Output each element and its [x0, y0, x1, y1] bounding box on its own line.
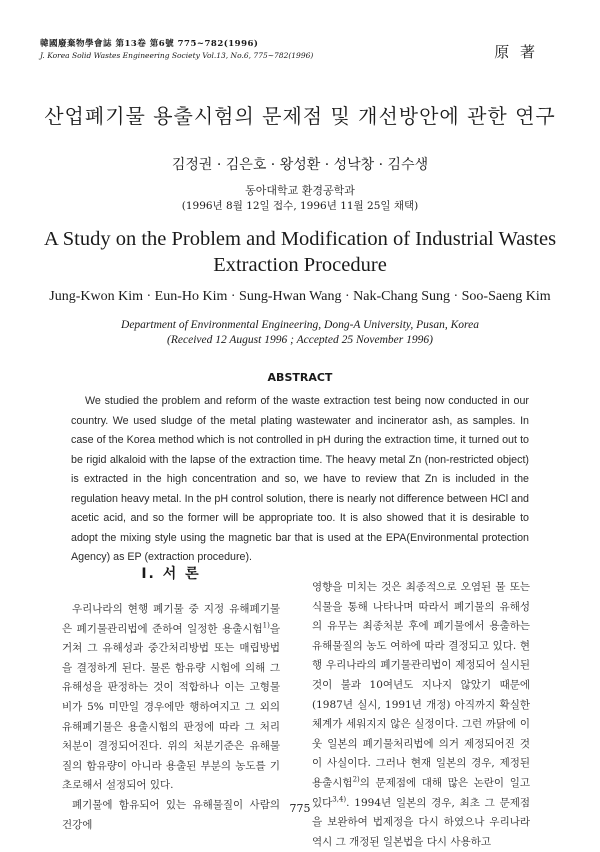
body-text: 우리나라의 현행 폐기물 중 지정 유해폐기물은 폐기물관리법에 준하여 일정한 용출시험 — [62, 603, 280, 635]
body-text: 폐기물에 함유되어 있는 유해물질이 사람의 건강에 — [62, 798, 280, 831]
body-text: 을 거쳐 그 유해성과 중간처리방법 또는 매립방법을 결정하게 된다. 물론 함유량 시험에 의해 그 유해성을 판정하는 것이 적합하나 이는 고형물 비가 5% 미만일 경우에만 행하여지고 그 외의 유해폐기물은 용출시험의 판정에 따라 그 처리 처분이 결정되어진다. 위의 처분기준은 유해물질의 함유량이 아니라 용출된 부분의 농도를 기초로해서 설정되어 있다. — [62, 622, 280, 792]
affiliation-english-block — [0, 318, 600, 348]
section-heading-introduction: I. 서 론 — [141, 566, 201, 582]
body-paragraph — [62, 600, 280, 796]
abstract-heading: ABSTRACT — [267, 371, 333, 384]
authors-korean: 김정권 · 김은호 · 왕성환 · 성낙창 · 김수생 — [171, 157, 429, 173]
journal-citation — [40, 38, 370, 61]
journal-citation-korean: 韓國廢棄物學會誌 第13卷 第6號 775~782(1996) — [40, 39, 259, 49]
body-text: 의 문제점에 대해 많은 논란이 일고 있다 — [312, 776, 530, 809]
authors-english: Jung-Kwon Kim · Eun-Ho Kim · Sung-Hwan Wang · Nak-Chang Sung · Soo-Saeng Kim — [49, 289, 551, 304]
abstract-body — [71, 392, 529, 568]
affiliation-english: Department of Environmental Engineering, Dong-A University, Pusan, Korea — [121, 319, 479, 331]
paper-title-english-line2: Extraction Procedure — [213, 254, 387, 276]
paper-title-korean: 산업폐기물 용출시험의 문제점 및 개선방안에 관한 연구 — [44, 104, 556, 128]
paper-title-english — [0, 226, 600, 278]
body-text: . 1994년 일본의 경우, 최초 그 문제점을 보완하여 법제정을 다시 하였으나 우리나라 역시 그 개정된 일본법을 다시 사용하고 — [312, 796, 530, 848]
article-type-label: 原 著 — [494, 43, 538, 61]
received-date-english: (Received 12 August 1996 ; Accepted 25 November 1996) — [167, 334, 433, 346]
body-column-left — [62, 600, 280, 835]
paper-title-english-line1: A Study on the Problem and Modification of Industrial Wastes — [43, 228, 557, 250]
page-number: 775 — [289, 802, 311, 815]
received-date-korean: (1996년 8월 12일 접수, 1996년 11월 25일 채택) — [181, 200, 419, 212]
citation-ref: 2) — [352, 775, 360, 784]
abstract-paragraph: We studied the problem and reform of the waste extraction test being now conducted in our country. We used sludge of the metal plating wastewater and incinerator ash, as samples. In case of the Korea method which is not controlled in pH during the extraction time, it turned out to be rigid alkaloid with the lapse of the extraction time. The heavy metal Zn (non-restricted object) is extracted in the high concentration and so, we have to review that Zn is included in the regulation heavy metal. In the pH control solution, there is nearly not difference between HCl and acetic acid, and so the former will be appropriate too. It is also showed that it is desirable to adopt the mixing style using the magnetic bar that is used at the EPA(Environmental protection Agency) as EP (extraction procedure). — [71, 395, 529, 563]
affiliation-korean: 동아대학교 환경공학과 — [245, 184, 355, 197]
journal-citation-english: J. Korea Solid Wastes Engineering Society Vol.13, No.6, 775~782(1996) — [40, 51, 314, 60]
citation-ref: 3,4) — [332, 795, 347, 804]
body-text: 영향을 미치는 것은 최종적으로 오염된 물 또는 식물을 통해 나타나며 따라서 폐기물의 유해성의 유무는 최종처분 후에 폐기물에서 용출하는 유해물질의 농도 여하에 따라 결정되고 있다. 현행 우리나라의 폐기물관리법이 제정되어 실시된 것이 불과 10여년도 지나지 않았기 때문에 (1987년 실시, 1991년 개정) 아직까지 확실한 체계가 세워지지 않은 실정이다. 그런 까닭에 이웃 일본의 폐기물처리법에 의거 제정되어진 것이 사실이다. 그러나 현재 일본의 경우, 제정된 용출시험 — [312, 581, 530, 789]
citation-ref: 1) — [262, 621, 270, 630]
